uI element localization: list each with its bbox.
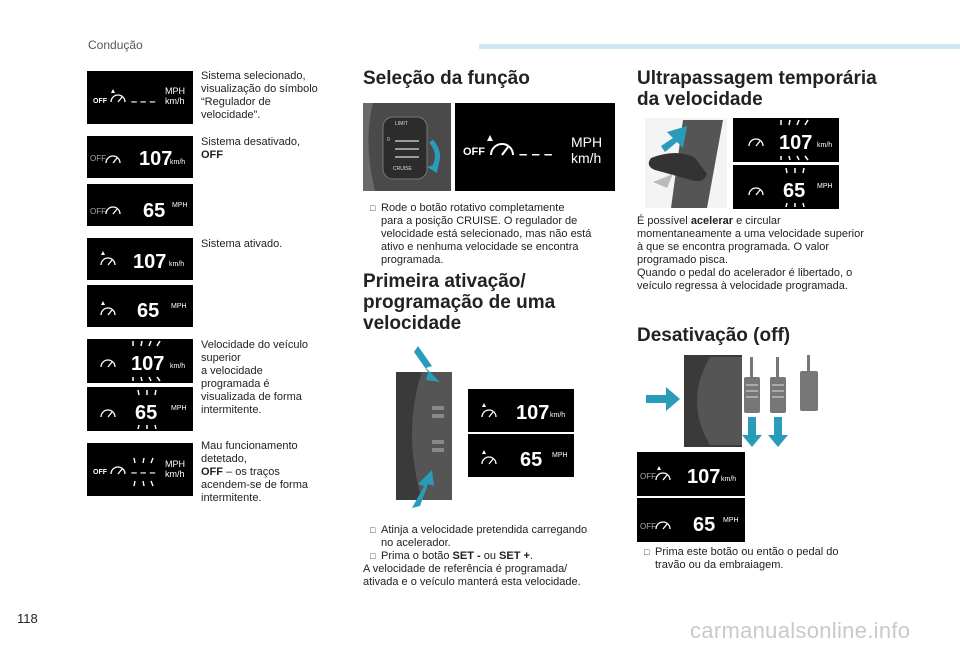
mph-unit: MPH	[172, 202, 188, 209]
mph-unit: MPH	[165, 459, 185, 469]
text-system-selected: Sistema selecionado, visualização do símbolo “Regulador de velocidade”.	[201, 70, 318, 121]
page-number: 118	[17, 611, 38, 626]
mph-unit: MPH	[571, 134, 603, 150]
off-label: OFF	[93, 469, 107, 476]
cruise-icon	[101, 410, 115, 417]
display-selection	[455, 103, 615, 191]
display-overtake-kmh	[733, 118, 839, 162]
speed-value: 65	[693, 514, 716, 536]
speed-value: 65	[783, 180, 806, 202]
kmh-unit: km/h	[817, 142, 833, 149]
speed-value: 107	[133, 251, 167, 273]
cruise-icon	[482, 450, 496, 464]
speed-value: 65	[520, 449, 543, 471]
text-deactivation: Prima este botão ou então o pedal do travão ou da embraiagem.	[655, 546, 839, 571]
mph-unit: MPH	[552, 452, 568, 459]
kmh-unit: km/h	[169, 261, 185, 268]
kmh-unit: km/h	[550, 412, 566, 419]
speed-value: 65	[135, 402, 158, 424]
kmh-unit: km/h	[170, 363, 186, 370]
title-overtake: Ultrapassagem temporária da velocidade	[637, 68, 877, 110]
mph-unit: MPH	[723, 517, 739, 524]
off-label: OFF	[640, 472, 656, 481]
title-selection: Seleção da função	[363, 68, 530, 89]
off-label: OFF	[90, 207, 106, 216]
display-first-kmh	[468, 389, 574, 432]
mph-unit: MPH	[171, 405, 187, 412]
cruise-icon	[749, 188, 763, 195]
cruise-icon	[111, 467, 125, 474]
speed-value: 65	[143, 200, 166, 222]
speed-value: 65	[137, 300, 160, 322]
off-label: OFF	[640, 522, 656, 531]
off-label: OFF	[463, 146, 485, 158]
speed-value: 107	[779, 132, 813, 154]
push-arrow-icon	[646, 387, 680, 411]
display-overtake-mph	[733, 165, 839, 209]
accelerator-photo	[637, 118, 727, 208]
speed-value: 107	[516, 402, 550, 424]
display-overspeed-mph	[87, 387, 193, 431]
speed-value: 107	[131, 353, 165, 375]
kmh-unit: km/h	[721, 476, 737, 483]
indicator-arrow-icon	[487, 135, 493, 141]
text-malfunction: Mau funcionamento detetado, OFF – os traços acendem-se de forma intermitente.	[201, 440, 308, 504]
deactivation-photo	[644, 355, 830, 447]
text-first-activation: Atinja a velocidade pretendida carregando no acelerador. Prima o botão SET - ou SET +. A velocidade de referência é programada/ ativada e o veículo manterá esta velocidade.	[363, 524, 588, 588]
cruise-icon	[482, 403, 496, 417]
knob-photo	[363, 103, 451, 191]
display-deactivated-kmh	[87, 136, 193, 178]
cruise-icon	[106, 156, 120, 163]
cruise-icon	[749, 139, 763, 146]
text-overtake: É possível acelerar e circular momentaneamente a uma velocidade superior à que se encontra programada. O valor programado pisca. Quando o pedal do acelerador é libertado, o veículo regressa à velocidade programada.	[637, 215, 864, 292]
cruise-icon	[656, 466, 670, 480]
cruise-icon	[101, 360, 115, 367]
speed-dashes: – – –	[131, 96, 156, 108]
display-activated-kmh	[87, 238, 193, 280]
section-header: Condução	[88, 38, 143, 52]
clutch-arrow-icon	[742, 417, 762, 447]
speed-value: 107	[139, 148, 173, 170]
display-off-kmh	[637, 452, 745, 496]
text-system-activated: Sistema ativado.	[201, 238, 283, 250]
header-rule	[479, 44, 960, 49]
title-first-activation: Primeira ativação/ programação de uma velocidade	[363, 271, 556, 334]
display-first-mph	[468, 434, 574, 477]
text-overspeed: Velocidade do veículo superior a velocidade programada é visualizada de forma intermitente.	[201, 339, 309, 416]
display-overspeed-kmh	[87, 339, 193, 383]
display-off-mph	[637, 498, 745, 542]
knob-limit-label: LIMIT	[395, 121, 408, 127]
kmh-unit: km/h	[571, 150, 602, 166]
cruise-icon	[101, 251, 115, 265]
kmh-unit: km/h	[165, 96, 185, 106]
knob-zero-label: 0	[387, 137, 390, 143]
kmh-unit: km/h	[165, 469, 185, 479]
speed-value: 107	[687, 466, 721, 488]
knob-cruise-label: CRUISE	[393, 166, 412, 172]
mph-unit: MPH	[171, 303, 187, 310]
speed-dashes: – – –	[131, 467, 156, 479]
watermark: carmanualsonline.info	[690, 618, 911, 643]
speed-dashes: – – –	[519, 146, 553, 163]
mph-unit: MPH	[165, 86, 185, 96]
display-activated-mph	[87, 285, 193, 327]
display-malfunction	[87, 443, 193, 496]
display-deactivated-mph	[87, 184, 193, 226]
cruise-icon	[101, 301, 115, 315]
text-selection-bullet: □ Rode o botão rotativo completamente para a posição CRUISE. O regulador de velocidade está selecionado, mas não está ativo e nenhuma velocidade se encontra programada.	[381, 202, 621, 267]
cruise-icon	[106, 207, 120, 214]
cruise-icon	[111, 89, 125, 102]
off-label: OFF	[90, 154, 106, 163]
mph-unit: MPH	[817, 183, 833, 190]
set-buttons-photo	[382, 342, 454, 510]
cruise-icon	[491, 144, 513, 155]
title-deactivation: Desativação (off)	[637, 325, 791, 346]
off-label: OFF	[93, 98, 107, 105]
brake-arrow-icon	[768, 417, 788, 447]
display-selected	[87, 71, 193, 124]
cruise-icon	[656, 522, 670, 529]
pedals-icon	[744, 355, 818, 413]
kmh-unit: km/h	[170, 159, 186, 166]
text-system-deactivated: Sistema desativado, OFF	[201, 136, 301, 161]
